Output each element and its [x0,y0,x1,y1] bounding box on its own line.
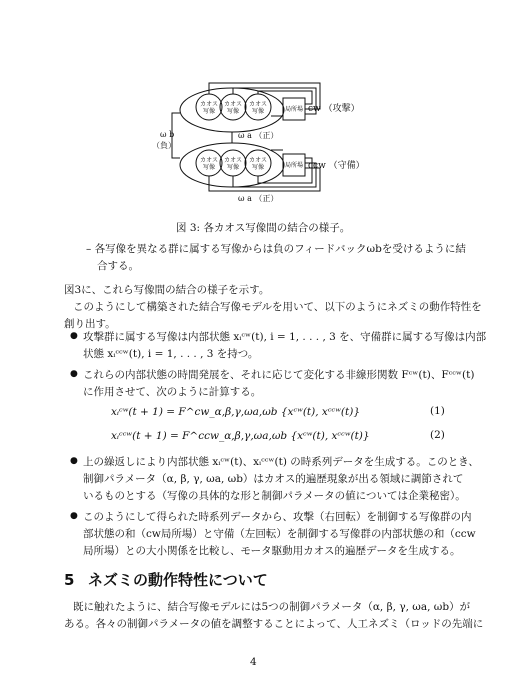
bullet-3-line-1: 上の繰返しにより内部状態 xᵢᶜʷ(t)、xᵢᶜᶜʷ(t) の時系列データを生成する。このとき、 [83,456,479,468]
wb-sign: （負） [152,141,176,150]
bullet-2-line-1: これらの内部状態の時間発展を、それに応じて変化する非線形関数 Fᶜʷ(t)、Fᶜᶜʷ(t) [83,369,475,381]
defense-label: ccw （守備） [308,161,365,171]
equation-2-number: (2) [430,429,445,441]
dash-item-line-1: – 各写像を異なる群に属する写像からは負のフィードバックωbを受けるように結 [86,243,466,255]
wa-label-top: ω a （正） [238,131,279,140]
bullet-2-line-2: に作用させて、次のように計算する。 [83,386,262,398]
wb-label: ω b [160,130,175,139]
svg-text:カオス: カオス [249,101,267,108]
bullet-4-line-2: 部状態の和（cw局所場）と守備（左回転）を制御する写像群の内部状態の和（ccw [83,528,476,540]
paragraph-3-line-1: 既に触れたように、結合写像モデルには5つの制御パラメータ（α, β, γ, ωa, ωb）が [73,601,471,613]
equation-2: xᵢᶜᶜʷ(t + 1) = F^ccw_α,β,γ,ωa,ωb {xᶜʷ(t), xᶜᶜʷ(t)} [111,430,370,442]
equation-1: xᵢᶜʷ(t + 1) = F^cw_α,β,γ,ωa,ωb {xᶜʷ(t), xᶜᶜʷ(t)} [111,406,360,418]
paragraph-2-line-2: 創り出す。 [64,318,116,330]
bullet-icon: ● [70,369,78,379]
svg-text:カオス: カオス [200,157,218,164]
bullet-icon: ● [70,511,78,521]
paragraph-2-line-1: このようにして構築された結合写像モデルを用いて、以下のようにネズミの動作特性を [73,301,482,313]
paragraph-1: 図3に、これら写像間の結合の様子を示す。 [64,284,270,296]
svg-text:写像: 写像 [226,108,240,115]
svg-text:局所場: 局所場 [284,106,304,113]
svg-text:カオス: カオス [224,157,242,164]
figure-caption: 図 3: 各カオス写像間の結合の様子。 [176,222,351,234]
bullet-1-line-2: 状態 xᵢᶜᶜʷ(t), i = 1, . . . , 3 を持つ。 [83,348,259,360]
bullet-icon: ● [70,331,78,341]
svg-text:写像: 写像 [251,108,265,115]
coupling-diagram [0,0,508,215]
section-title: ネズミの動作特性について [88,571,268,589]
bullet-4-line-3: 局所場）との大小関係を比較し、モータ駆動用カオス的遍歴データを生成する。 [83,545,461,557]
paragraph-3-line-2: ある。各々の制御パラメータの値を調整することによって、人工ネズミ（ロッドの先端に [64,618,484,630]
page-number: 4 [250,656,257,668]
svg-text:局所場: 局所場 [284,162,304,169]
bullet-3-line-2: 制御パラメータ（α, β, γ, ωa, ωb）はカオス的遍歴現象が出る領域に調節されて [83,473,464,485]
bullet-3-line-3: いるものとする（写像の具体的な形と制御パラメータの値については企業秘密）。 [83,490,466,502]
svg-text:カオス: カオス [249,157,267,164]
wa-label-bottom: ω a （正） [238,194,279,203]
node-label: カオス [200,101,218,108]
svg-text:写像: 写像 [251,164,265,171]
section-number: 5 [64,571,75,589]
bullet-4-line-1: このようにして得られた時系列データから、攻撃（右回転）を制御する写像群の内 [83,511,472,523]
svg-text:写像: 写像 [226,164,240,171]
svg-text:カオス: カオス [224,101,242,108]
equation-1-number: (1) [430,405,445,417]
svg-text:写像: 写像 [202,164,216,171]
svg-text:写像: 写像 [202,108,216,115]
bullet-icon: ● [70,456,78,466]
attack-label: cw （攻撃） [308,104,360,114]
bullet-1-line-1: 攻撃群に属する写像は内部状態 xᵢᶜʷ(t), i = 1, . . . , 3 を、守備群に属する写像は内部 [83,331,487,343]
dash-item-line-2: 合する。 [97,260,139,272]
